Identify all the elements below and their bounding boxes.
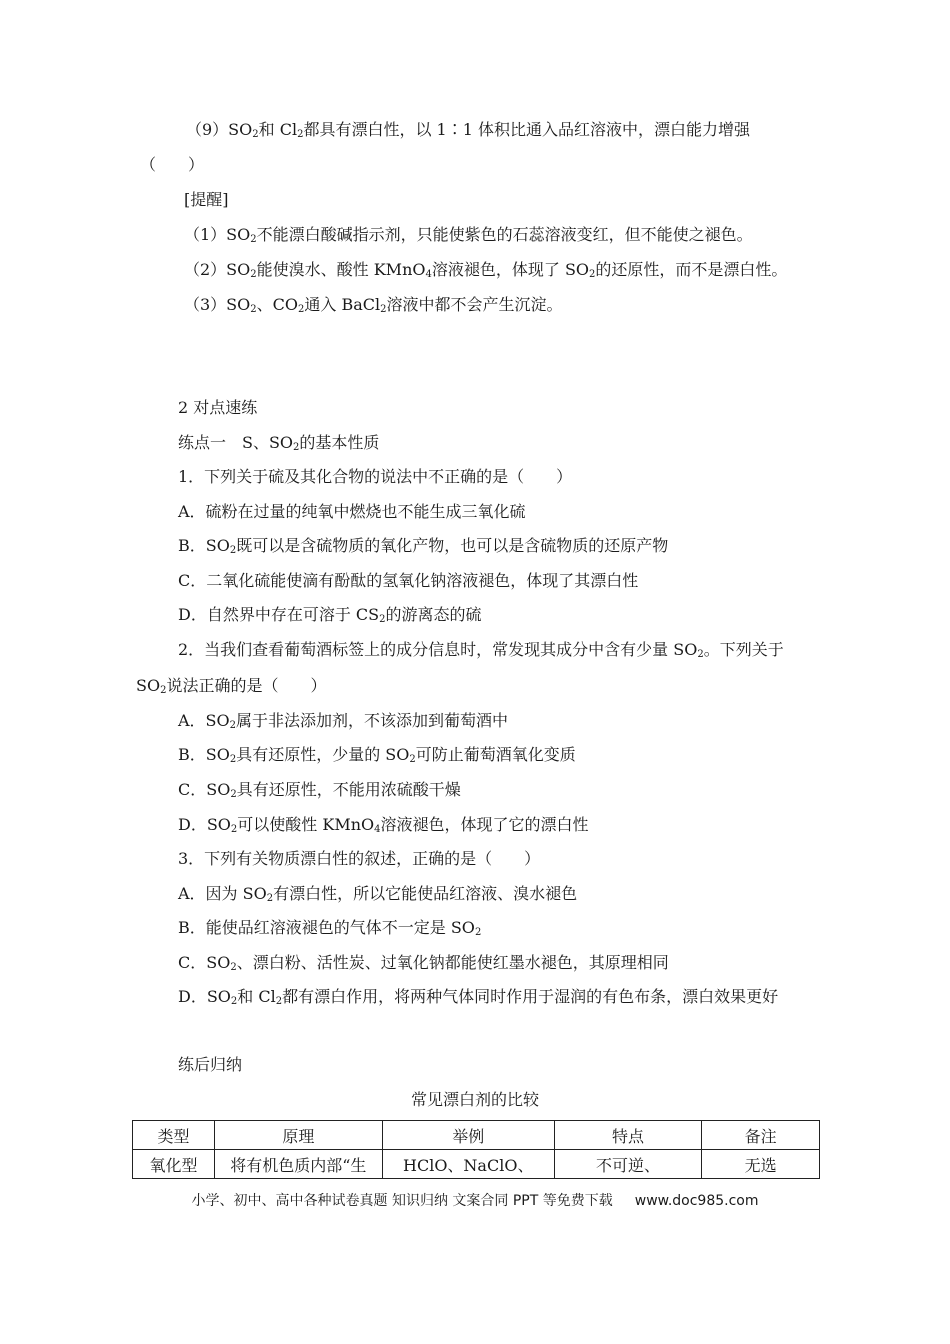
q3-option-b: B．能使品红溶液褪色的气体不一定是 $SO_2$ — [178, 918, 482, 938]
q2-stem: 2．当我们查看葡萄酒标签上的成分信息时，常发现其成分中含有少量 $SO_2$。下列关于 — [178, 640, 784, 660]
reminder-item-1: $(1)SO_2$不能漂白酸碱指示剂，只能使紫色的石蕊溶液变红，但不能使之褪色。 — [184, 225, 753, 245]
q2-option-a: A．$SO_2$属于非法添加剂，不该添加到葡萄酒中 — [178, 711, 509, 731]
q3-option-a: A．因为 $SO_2$有漂白性，所以它能使品红溶液、溴水褪色 — [178, 884, 578, 904]
q2-option-d: D．$SO_2$可以使酸性 KMnO$_4$溶液褪色，体现了它的漂白性 — [178, 815, 589, 835]
summary-heading: 练后归纳 — [178, 1055, 243, 1074]
cell-type: 氧化型 — [133, 1150, 215, 1179]
cell-principle: 将有机色质内部“生 — [214, 1150, 382, 1179]
header-type: 类型 — [133, 1121, 215, 1150]
q1-option-d: D．自然界中存在可溶于 $CS_2$的游离态的硫 — [178, 605, 482, 625]
table-header-row — [133, 1121, 820, 1150]
cell-note: 无选 — [702, 1150, 820, 1179]
cell-example: HClO、NaClO、 — [382, 1150, 554, 1179]
section-subheading: 练点一 S、$SO_2$的基本性质 — [178, 433, 380, 453]
header-note: 备注 — [702, 1121, 820, 1150]
reminder-heading: [提醒] — [184, 190, 229, 209]
q1-option-c: C．二氧化硫能使滴有酚酞的氢氧化钠溶液褪色，体现了其漂白性 — [178, 571, 639, 590]
q1-option-b: B．$SO_2$既可以是含硫物质的氧化产物，也可以是含硫物质的还原产物 — [178, 536, 669, 556]
header-principle: 原理 — [214, 1121, 382, 1150]
header-example: 举例 — [382, 1121, 554, 1150]
page-footer — [0, 1191, 950, 1211]
q3-option-d: D．$SO_2$和 $Cl_2$都有漂白作用，将两种气体同时作用于湿润的有色布条，漂白效果更好 — [178, 987, 779, 1007]
cell-feature: 不可逆、 — [554, 1150, 702, 1179]
bleach-comparison-table — [132, 1120, 820, 1179]
reminder-item-3: $(3)SO_2$、$CO_2$通入 BaCl$_2$溶液中都不会产生沉淀。 — [184, 295, 563, 315]
q2-option-c: C．$SO_2$具有还原性，不能用浓硫酸干燥 — [178, 780, 461, 800]
q1-option-a: A．硫粉在过量的纯氧中燃烧也不能生成三氧化硫 — [178, 502, 526, 521]
reminder-item-2: $(2)SO_2$能使溴水、酸性 KMnO$_4$溶液褪色，体现了 $SO_2$的还原性，而不是漂白性。 — [184, 260, 788, 280]
footer-url[interactable]: www.doc985.com — [634, 1193, 759, 1209]
q9-answer-blank: （ ） — [140, 155, 205, 174]
q9-line1: $(9)SO_2$和 $Cl_2$都具有漂白性，以 1∶1 体积比通入品红溶液中，漂白能力增强 — [186, 120, 751, 140]
section-heading: 2 对点速练 — [178, 398, 258, 417]
footer-text: 小学、初中、高中各种试卷真题 知识归纳 文案合同 PPT 等免费下载 — [191, 1193, 613, 1209]
table-row — [133, 1150, 820, 1179]
q2-stem-line2: $SO_2$说法正确的是（ ） — [136, 676, 327, 696]
table-title: 常见漂白剂的比较 — [410, 1090, 539, 1109]
q2-option-b: B．$SO_2$具有还原性，少量的 $SO_2$可防止葡萄酒氧化变质 — [178, 745, 576, 765]
header-feature: 特点 — [554, 1121, 702, 1150]
q3-option-c: C．$SO_2$、漂白粉、活性炭、过氧化钠都能使红墨水褪色，其原理相同 — [178, 953, 669, 973]
q1-stem: 1．下列关于硫及其化合物的说法中不正确的是（ ） — [178, 467, 573, 486]
q3-stem: 3．下列有关物质漂白性的叙述，正确的是（ ） — [178, 849, 541, 868]
